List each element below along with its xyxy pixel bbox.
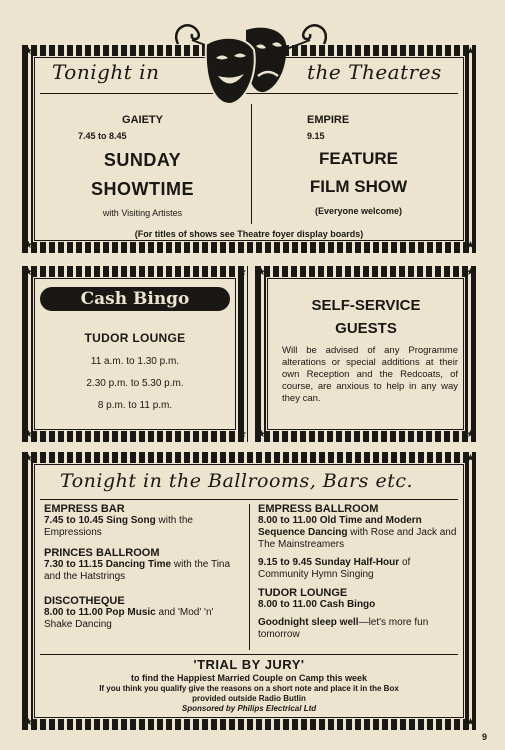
star-icon: ★ xyxy=(24,46,33,57)
entry-event: Dancing Time xyxy=(105,559,172,570)
star-icon: ★ xyxy=(466,46,475,57)
trial-line-1: to find the Happiest Married Couple on Camp this week xyxy=(130,673,368,683)
entry-detail: with the Empressions xyxy=(44,515,193,538)
list-item xyxy=(44,515,244,539)
entry-venue: EMPRESS BALLROOM xyxy=(258,503,379,515)
star-icon: ★ xyxy=(466,717,475,728)
ballrooms-left-column xyxy=(44,503,244,631)
entry-detail: of Community Hymn Singing xyxy=(258,557,411,580)
star-icon: ★ xyxy=(466,240,475,251)
entry-time: 7.30 to 11.15 xyxy=(44,559,103,570)
ballrooms-right-column xyxy=(258,503,460,641)
trial-line-2: If you think you qualify give the reasons on a short note and place it in the Box xyxy=(99,684,399,693)
ballrooms-title: Tonight in the Ballrooms, Bars etc. xyxy=(60,470,414,492)
entry-detail: with Rose and Jack and The Mainstreamers xyxy=(258,527,457,550)
entry-detail: and 'Mod' 'n' Shake Dancing xyxy=(44,607,214,630)
gaiety-show-line2: SHOWTIME xyxy=(91,179,194,199)
trial-line-4: Sponsored by Philips Electrical Ltd xyxy=(181,704,317,713)
star-icon: ★ xyxy=(238,267,247,278)
entry-time: 9.15 to 9.45 xyxy=(258,557,312,568)
goodnight-line xyxy=(258,617,460,641)
theatres-title-right: the Theatres xyxy=(307,60,442,84)
goodnight-rest: —let's more fun tomorrow xyxy=(258,617,429,640)
star-icon: ★ xyxy=(466,429,475,440)
empire-show-line1: FEATURE xyxy=(318,149,398,168)
list-item xyxy=(44,607,244,631)
star-icon: ★ xyxy=(24,267,33,278)
theatres-title-left: Tonight in xyxy=(52,60,160,84)
entry-event: Old Time and Modern Sequence Dancing xyxy=(258,515,422,538)
star-icon: ★ xyxy=(24,717,33,728)
gaiety-note: with Visiting Artistes xyxy=(102,208,183,218)
bingo-title-badge xyxy=(40,287,230,311)
entry-event: Sing Song xyxy=(106,515,156,526)
ballrooms-divider xyxy=(249,504,250,650)
empire-venue: EMPIRE xyxy=(307,114,350,126)
star-icon: ★ xyxy=(24,240,33,251)
entry-event: Sunday Half-Hour xyxy=(314,557,400,568)
list-item xyxy=(44,559,244,583)
self-service-body: Will be advised of any Programme alterations or special additions at their own Reception and the Redcoats, of course, are anxious to help in any way they can. xyxy=(282,345,458,404)
gaiety-time: 7.45 to 8.45 xyxy=(78,131,127,141)
entry-event: Pop Music xyxy=(105,607,156,618)
star-icon: ★ xyxy=(238,429,247,440)
empire-note: (Everyone welcome) xyxy=(314,206,403,216)
star-icon: ★ xyxy=(257,267,266,278)
star-icon: ★ xyxy=(24,429,33,440)
entry-detail: with the Tina and the Hatstrings xyxy=(44,559,231,582)
star-icon: ★ xyxy=(257,429,266,440)
entry-time: 8.00 to 11.00 xyxy=(258,599,317,610)
ballrooms-title-rule xyxy=(40,499,458,500)
bingo-time-1: 11 a.m. to 1.30 p.m. xyxy=(90,356,180,367)
star-icon: ★ xyxy=(24,453,33,464)
entry-time: 8.00 to 11.00 xyxy=(258,515,317,526)
empire-time: 9.15 xyxy=(307,131,325,141)
bingo-time-2: 2.30 p.m. to 5.30 p.m. xyxy=(86,378,184,389)
star-icon: ★ xyxy=(466,267,475,278)
list-item xyxy=(258,599,460,611)
trial-rule xyxy=(40,654,458,655)
trial-title: 'TRIAL BY JURY' xyxy=(193,657,305,672)
page-number: 9 xyxy=(482,732,488,742)
gaiety-venue: GAIETY xyxy=(122,114,163,126)
goodnight-text: Goodnight sleep well xyxy=(258,617,359,628)
list-item xyxy=(258,515,460,551)
entry-event: Cash Bingo xyxy=(319,599,376,610)
entry-venue: TUDOR LOUNGE xyxy=(258,587,348,599)
star-icon: ★ xyxy=(466,453,475,464)
entry-time: 8.00 to 11.00 xyxy=(44,607,103,618)
theatres-footnote: (For titles of shows see Theatre foyer display boards) xyxy=(134,229,364,239)
bingo-venue: TUDOR LOUNGE xyxy=(84,331,186,345)
empire-show-line2: FILM SHOW xyxy=(309,177,408,196)
list-item xyxy=(258,557,460,581)
trial-line-3: provided outside Radio Butlin xyxy=(192,694,306,703)
self-service-heading-2: GUESTS xyxy=(335,320,397,337)
entry-time: 7.45 to 10.45 xyxy=(44,515,104,526)
bingo-title: Cash Bingo xyxy=(80,289,190,309)
theatre-masks-icon xyxy=(172,14,330,110)
entry-venue: DISCOTHEQUE xyxy=(44,595,125,607)
bingo-time-3: 8 p.m. to 11 p.m. xyxy=(97,400,173,411)
self-service-heading-1: SELF-SERVICE xyxy=(311,297,421,314)
theatres-divider xyxy=(251,104,252,224)
gaiety-show-line1: SUNDAY xyxy=(103,150,182,170)
entry-venue: EMPRESS BAR xyxy=(44,503,125,515)
entry-venue: PRINCES BALLROOM xyxy=(44,547,160,559)
